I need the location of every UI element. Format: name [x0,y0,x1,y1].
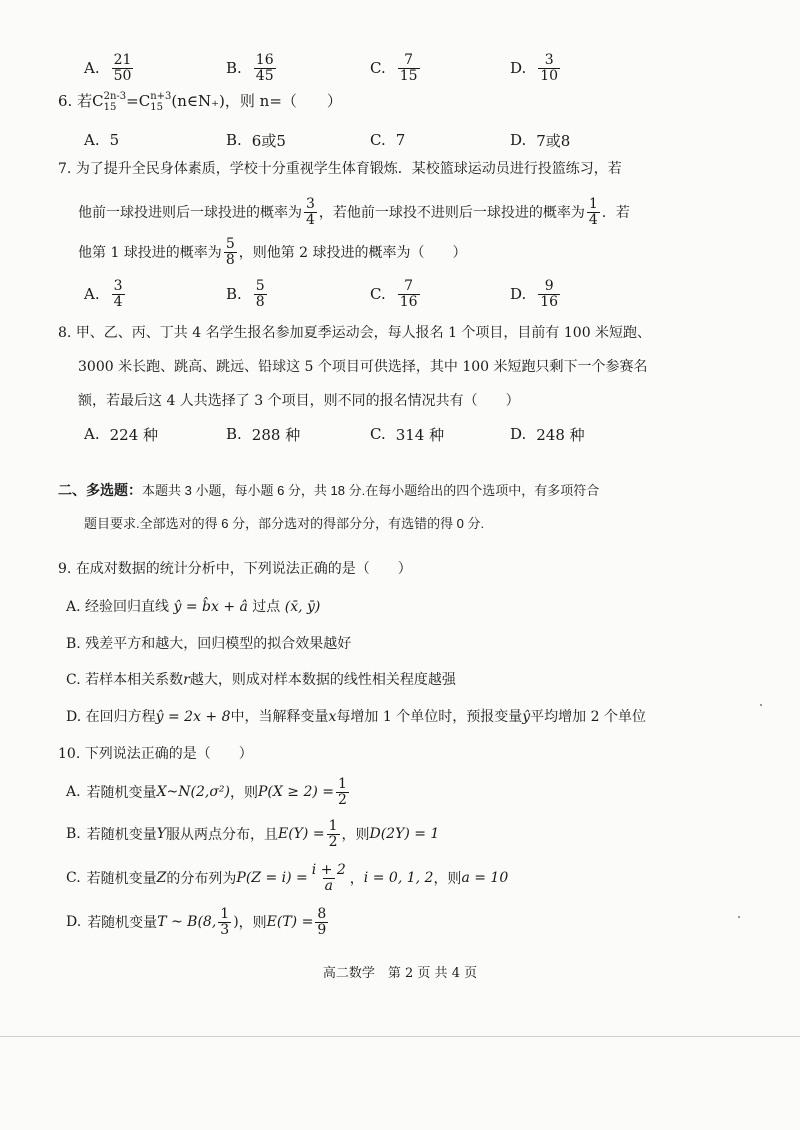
fraction [304,197,317,227]
denominator: 4 [113,293,123,310]
page-divider [0,1036,800,1037]
section-2-line-2 [84,513,484,532]
option-text: 的分布列为 [166,871,237,887]
q7-option-d [510,272,562,316]
option-text: 在回归方程 [85,709,156,725]
math-expression: E(Y) = [278,826,325,842]
option-text: 若随机变量 [86,871,157,887]
option-text: 平均增加 2 个单位 [530,709,646,725]
q5-option-d [510,46,562,90]
numerator: 3 [306,195,315,212]
option-text: 过点 [252,599,281,615]
fraction [254,53,276,83]
fraction [112,279,125,309]
numerator: 16 [255,51,274,68]
denominator: 4 [588,211,598,228]
denominator: 2 [338,791,347,808]
q7-text: 他第 1 球投进的概率为 [78,245,222,261]
option-text: 每增加 1 个单位时，预报变量 [336,709,523,725]
option-label: A. [84,285,100,303]
q8-line-2 [78,356,648,376]
math-expression: i = 0, 1, 2 [363,870,434,886]
section-instructions: 题目要求.全部选对的得 6 分，部分选对的得部分分，有选错的得 0 分. [84,516,485,531]
section-instructions: 本题共 3 小题，每小题 6 分，共 18 分.在每小题给出的四个选项中，有多项符合 [142,483,600,498]
option-text: 7 [395,131,406,149]
scan-speck [760,704,762,706]
q7-option-a [84,272,127,316]
option-label: D. [510,131,527,149]
q8-option-a [84,412,158,456]
question-number: 9. [58,561,72,577]
option-text: 288 种 [251,425,301,444]
option-text: 越大，则成对样本数据的线性相关程度越强 [189,672,456,688]
q7-line-1 [58,158,622,178]
option-label: C. [370,59,386,77]
option-label: B. [66,636,81,652]
denominator: 8 [225,251,235,268]
q10-option-d [66,900,330,944]
scan-speck [738,916,740,918]
math-var: Z [156,870,167,886]
option-label: C. [370,131,386,149]
option-label: A. [84,425,100,443]
q7-text: 为了提升全民身体素质，学校十分重视学生体育锻炼．某校篮球运动员进行投篮练习，若 [75,161,622,177]
fraction [538,279,560,309]
math-expression: ŷ = 2x + 8 [155,709,231,725]
q8-option-b [226,412,300,456]
q5-options [84,46,704,90]
option-label: A. [66,599,81,615]
math-var: r [183,672,190,688]
numerator: 7 [404,51,414,68]
q9-option-c [66,669,456,689]
denominator: a [324,877,333,894]
q9-option-b [66,633,351,653]
option-label: C. [370,285,386,303]
numerator: 5 [255,277,265,294]
option-text: 若随机变量 [86,785,157,801]
page-footer [0,962,800,981]
math-expression: D(2Y) = 1 [369,826,440,842]
denominator: 10 [540,67,559,84]
q7-text: ，则他第 2 球投进的概率为（ ） [238,245,467,261]
q8-line-3 [78,390,520,410]
q10-option-b [66,812,439,856]
q8-line-1 [58,322,651,342]
denominator: 8 [255,293,265,310]
option-text: 314 种 [395,425,445,444]
option-label: A. [84,59,100,77]
option-label: B. [226,59,242,77]
q6-suffix: ，则 n=（ ） [224,92,342,110]
q9-stem [58,558,412,578]
option-label: B. [226,425,242,443]
q7-text: ．若 [601,205,630,221]
option-text: 若随机变量 [87,915,158,931]
option-text: 中，当解释变量 [230,709,329,725]
fraction [224,237,237,267]
combination-1 [92,91,127,113]
question-number: 7. [58,161,72,177]
q9-text: 在成对数据的统计分析中，下列说法正确的是（ ） [75,561,412,577]
numerator: 3 [544,51,554,68]
fraction [538,53,560,83]
math-expression: (x̄, ȳ) [284,599,321,615]
c-symbol: C [138,92,151,110]
denominator: 15 [399,67,418,84]
q5-option-c [370,46,422,90]
numerator: 21 [113,51,132,68]
option-text: ，则 [229,785,258,801]
q9-option-a [66,596,320,616]
option-text: ，则 [433,871,462,887]
option-text: 224 种 [109,425,159,444]
math-expression: a = 10 [461,870,509,886]
denominator: 9 [317,921,327,938]
numerator: 5 [225,235,235,252]
math-expression: T ~ B(8, [157,914,217,930]
q7-option-b [226,272,269,316]
option-label: B. [226,131,242,149]
q10-option-c [66,856,508,900]
superscript: n+3 [150,91,172,102]
numerator: 1 [220,905,230,922]
fraction [218,907,231,937]
math-var: Y [156,826,166,842]
q8-options [84,412,704,456]
q10-stem [58,743,253,763]
numerator: 3 [113,277,123,294]
math-expression: P(Z = i) = [236,870,308,886]
question-number: 6. [58,92,73,110]
option-text: 经验回归直线 [85,599,170,615]
q5-option-a [84,46,135,90]
subscript: 15 [103,102,117,113]
q6-option-d [510,118,570,162]
q7-text: 他前一球投进则后一球投进的概率为 [78,205,302,221]
option-label: D. [66,709,82,725]
q7-text: ，若他前一球投不进则后一球投进的概率为 [318,205,585,221]
superscript: 2n-3 [103,91,127,102]
equals: = [126,92,139,110]
q8-text: 3000 米长跑、跳高、跳远、铅球这 5 个项目可供选择，其中 100 米短跑只剩下一个参赛名 [78,359,648,375]
fraction [398,279,420,309]
option-label: B. [66,826,81,842]
question-number: 8. [58,325,72,341]
fraction [254,279,267,309]
section-2-header [58,480,599,500]
q8-text: 额，若最后这 4 人共选择了 3 个项目，则不同的报名情况共有（ ） [78,393,520,409]
denominator: 16 [399,293,418,310]
q8-option-c [370,412,444,456]
option-label: C. [66,672,81,688]
q8-text: 甲、乙、丙、丁共 4 名学生报名参加夏季运动会，每人报名 1 个项目，目前有 100 米短跑、 [75,325,652,341]
q6-option-c [370,118,405,162]
fraction [327,819,340,849]
q6-option-a [84,118,119,162]
option-label: A. [66,784,81,800]
question-number: 10. [58,746,81,762]
c-symbol: C [92,92,104,110]
option-label: C. [66,870,81,886]
math-expression: E(T) = [266,914,314,930]
combination-2 [138,91,172,113]
fraction [315,907,328,937]
option-text: ， [349,871,364,887]
numerator: i + 2 [311,861,346,878]
fraction [398,53,420,83]
q6-option-b [226,118,286,162]
math-expression: ŷ = b̂x + â [173,599,248,615]
denominator: 16 [540,293,559,310]
q7-option-c [370,272,422,316]
q10-option-a [66,770,351,814]
q6-options [84,118,704,162]
q7-line-3 [78,230,467,274]
numerator: 1 [338,775,347,792]
q7-line-2 [78,190,630,234]
denominator: 2 [328,833,338,850]
option-text: 若样本相关系数 [85,672,184,688]
fraction [112,53,134,83]
option-label: C. [370,425,386,443]
option-text: 5 [109,131,120,149]
numerator: 1 [328,817,338,834]
option-text: 248 种 [536,425,585,444]
option-label: D. [66,914,82,930]
denominator: 3 [220,921,230,938]
option-text: ，则 [341,827,370,843]
numerator: 1 [588,195,598,212]
q9-option-d [66,706,646,726]
option-label: D. [510,285,527,303]
fraction [587,197,600,227]
section-title: 二、多选题： [58,483,142,499]
q8-option-d [510,412,585,456]
numerator: 8 [317,905,327,922]
option-text: 服从两点分布，且 [166,827,278,843]
option-text: 6或5 [251,131,286,150]
option-text: 若随机变量 [86,827,157,843]
math-var: ŷ [522,709,531,725]
math-paren: ) [233,914,239,930]
numerator: 9 [544,277,554,294]
denominator: 50 [113,67,132,84]
subscript: 15 [150,102,163,113]
q10-text: 下列说法正确的是（ ） [84,746,253,762]
option-label: A. [84,131,100,149]
fraction [336,777,349,807]
option-label: B. [226,285,242,303]
denominator: 45 [255,67,274,84]
math-expression: P(X ≥ 2) = [257,784,334,800]
q6-prefix: 若 [77,92,93,110]
q7-options [84,272,704,316]
math-var: x [328,709,337,725]
denominator: 4 [306,211,315,228]
option-label: D. [510,59,527,77]
q6-stem [58,90,342,113]
option-text: 残差平方和越大，回归模型的拟合效果越好 [85,636,352,652]
q5-option-b [226,46,278,90]
condition: (n∈N₊) [171,92,225,110]
numerator: 7 [404,277,414,294]
option-label: D. [510,425,527,443]
fraction [310,863,348,893]
option-text: ，则 [238,915,267,931]
option-text: 7或8 [536,131,571,150]
footer-text: 高二数学 第 2 页 共 4 页 [322,966,478,981]
math-expression: X~N(2,σ²) [156,784,230,800]
